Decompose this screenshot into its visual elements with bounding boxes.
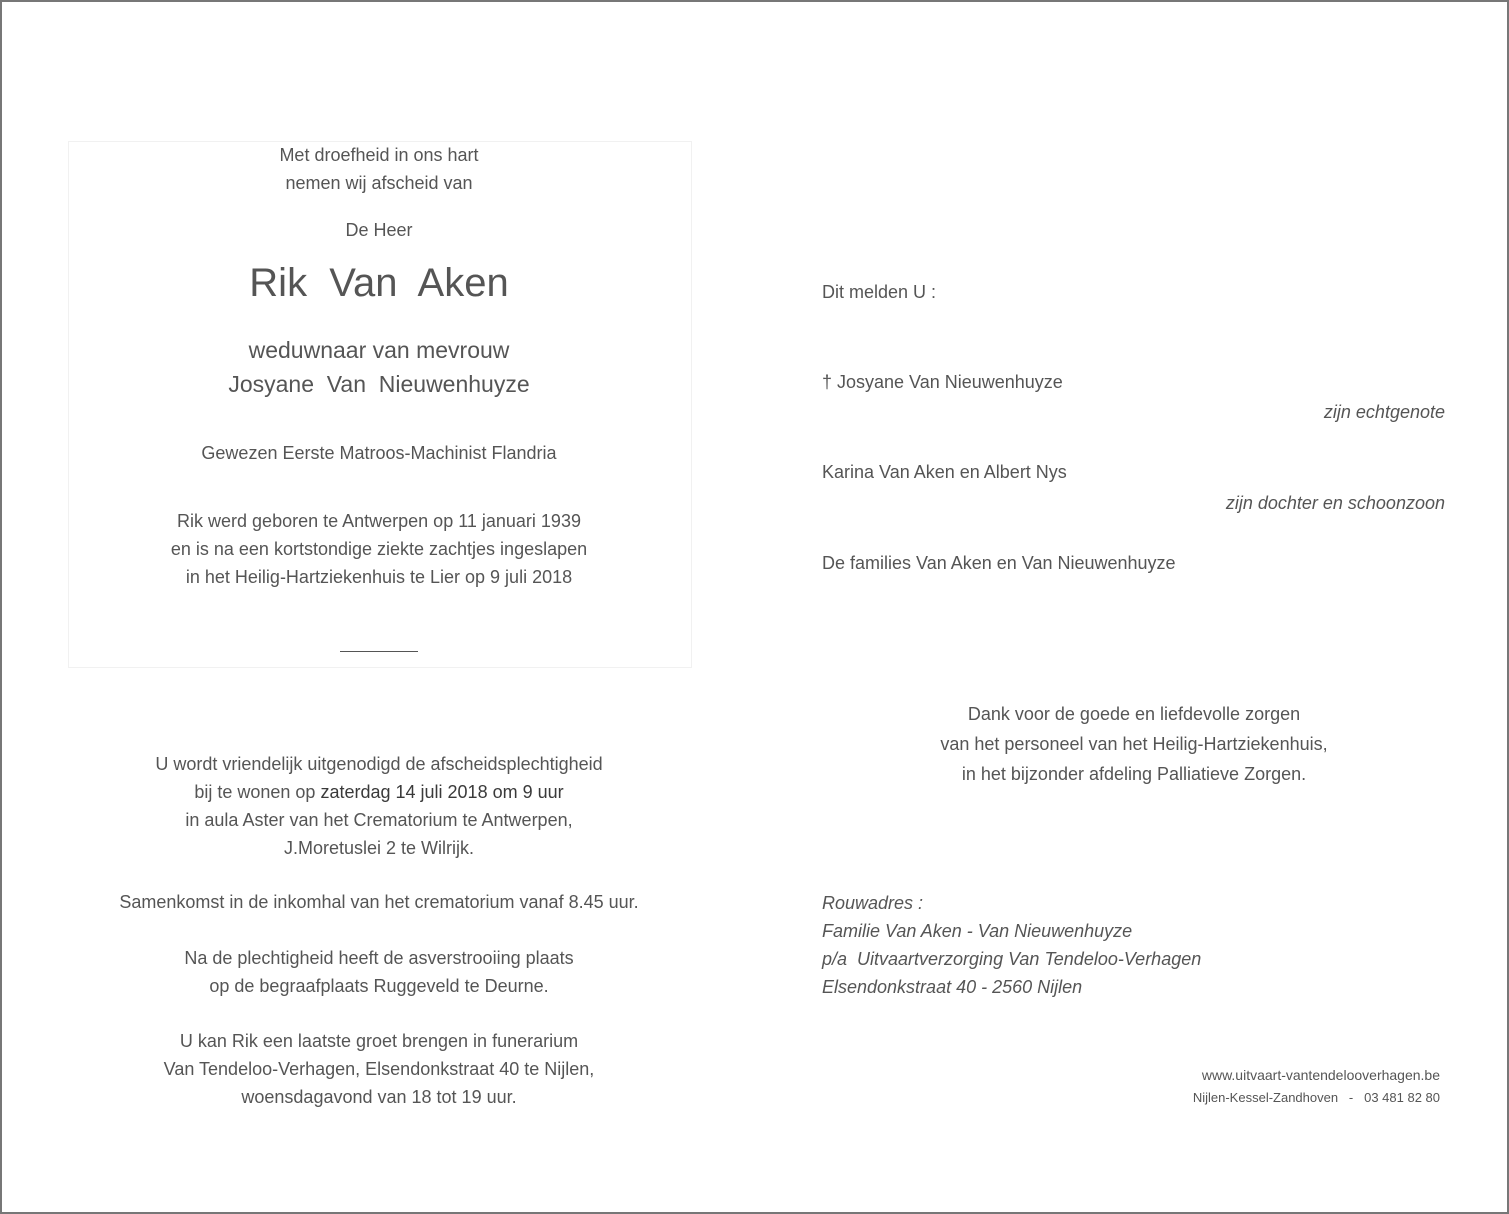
invitation-line: in aula Aster van het Crematorium te Antwerpen, (185, 810, 573, 830)
scattering-line: Na de plechtigheid heeft de asverstrooiing plaats (184, 948, 574, 968)
separator: - (1348, 1090, 1354, 1105)
funeral-home-footer (1040, 1065, 1440, 1108)
website-link[interactable]: www.uitvaart-vantendelooverhagen.be (1201, 1067, 1440, 1083)
spouse-line: weduwnaar van mevrouw (248, 337, 510, 363)
relative-relation: zijn dochter en schoonzoon (1225, 493, 1445, 513)
address-line: Elsendonkstraat 40 - 2560 Nijlen (822, 977, 1083, 997)
gathering-text: Samenkomst in de inkomhal van het crematorium vanaf 8.45 uur. (119, 892, 639, 912)
invitation-line (68, 778, 690, 806)
spouse-block (68, 333, 690, 401)
locations: Nijlen-Kessel-Zandhoven (1192, 1090, 1339, 1105)
bio-line: Rik werd geboren te Antwerpen op 11 januari 1939 (177, 511, 581, 531)
thanks-line: in het bijzonder afdeling Palliatieve Zorgen. (961, 764, 1307, 784)
spouse-line: Josyane Van Nieuwenhuyze (228, 371, 530, 397)
invitation-line: J.Moretuslei 2 te Wilrijk. (283, 838, 475, 858)
announce-text: Dit melden U : (822, 282, 937, 302)
visit-line: U kan Rik een laatste groet brengen in funerarium (179, 1031, 579, 1051)
honorific: De Heer (345, 220, 413, 240)
relative-relation: zijn echtgenote (1323, 402, 1445, 422)
deceased-name: Rik Van Aken (249, 261, 509, 305)
visit-line: woensdagavond van 18 tot 19 uur. (241, 1087, 517, 1107)
bio-block (68, 507, 690, 591)
thanks-line: van het personeel van het Heilig-Hartziekenhuis, (940, 734, 1328, 754)
intro-line: Met droefheid in ons hart (279, 145, 479, 165)
address-line: Familie Van Aken - Van Nieuwenhuyze (822, 921, 1133, 941)
occupation: Gewezen Eerste Matroos-Machinist Flandria (201, 443, 557, 463)
address-block (822, 889, 1382, 1001)
thanks-block (834, 699, 1434, 789)
invitation-line: U wordt vriendelijk uitgenodigd de afscheidsplechtigheid (155, 754, 603, 774)
phone: 03 481 82 80 (1364, 1090, 1440, 1105)
scattering-line: op de begraafplaats Ruggeveld te Deurne. (209, 976, 549, 996)
thanks-line: Dank voor de goede en liefdevolle zorgen (967, 704, 1301, 724)
scattering-block (68, 944, 690, 1000)
intro-line: nemen wij afscheid van (285, 173, 473, 193)
contact-line (1040, 1088, 1440, 1108)
address-heading: Rouwadres : (822, 893, 924, 913)
relative-name: De families Van Aken en Van Nieuwenhuyze (822, 553, 1176, 573)
bio-line: en is na een kortstondige ziekte zachtjes ingeslapen (170, 539, 588, 559)
invitation-block (68, 750, 690, 862)
invitation-prefix: bij te wonen op (194, 782, 321, 802)
divider-line (340, 651, 418, 652)
bio-line: in het Heilig-Hartziekenhuis te Lier op 9 juli 2018 (185, 567, 573, 587)
intro-text (68, 141, 690, 197)
ceremony-date: zaterdag 14 juli 2018 om 9 uur (320, 782, 564, 802)
address-line: p/a Uitvaartverzorging Van Tendeloo-Verhagen (822, 949, 1202, 969)
relative-name: † Josyane Van Nieuwenhuyze (822, 372, 1063, 392)
visit-line: Van Tendeloo-Verhagen, Elsendonkstraat 40 te Nijlen, (163, 1059, 595, 1079)
visit-block (68, 1027, 690, 1111)
relative-name: Karina Van Aken en Albert Nys (822, 462, 1067, 482)
